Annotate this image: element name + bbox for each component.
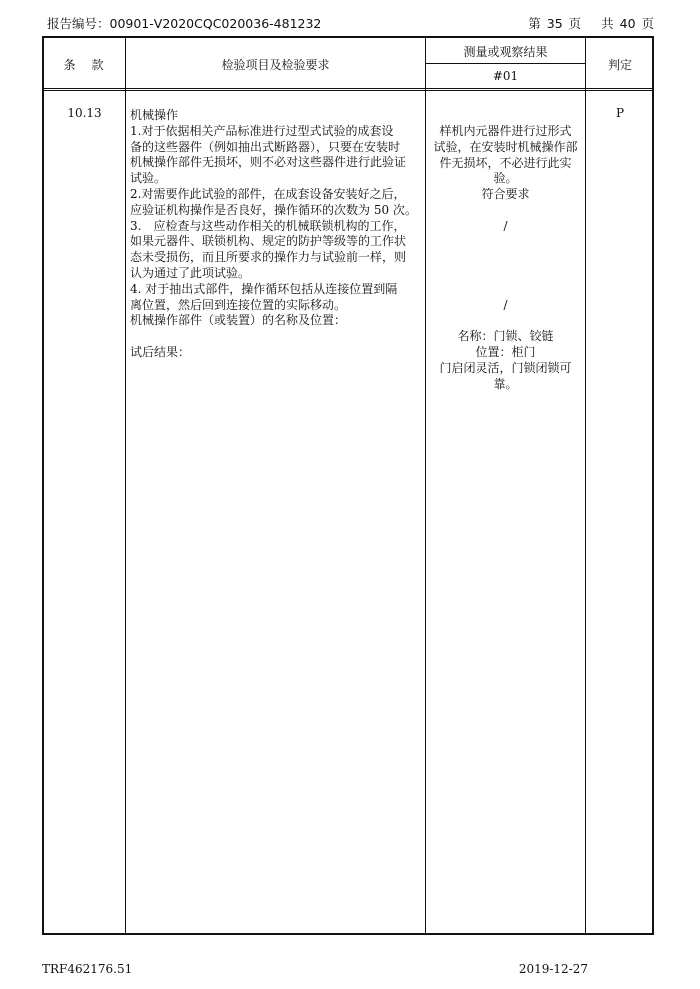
result-line: 名称：门锁、铰链 <box>457 329 554 344</box>
col-divider <box>585 38 586 933</box>
header-divider <box>44 88 652 89</box>
result-line: 验。 <box>493 171 518 186</box>
inspection-table <box>42 36 654 935</box>
verdict-value: P <box>615 106 625 120</box>
result-line <box>426 266 585 282</box>
result-line: 位置：柜门 <box>475 345 536 360</box>
result-line <box>426 282 585 298</box>
requirement-line: 1.对于依据相关产品标准进行过型式试验的成套设 <box>130 123 394 138</box>
report-number: 报告编号：00901-V2020CQC020036-481232 <box>47 16 322 31</box>
requirement-line: 4. 对于抽出式部件，操作循环包括从连接位置到隔 <box>130 281 398 296</box>
result-line: 样机内元器件进行过形式 <box>439 124 572 138</box>
result-line <box>426 250 585 266</box>
col-divider <box>125 38 126 933</box>
requirement-line: 2.对需要作此试验的部件，在成套设备安装好之后， <box>130 186 406 201</box>
col-item-header: 检验项目及检验要求 <box>221 58 330 72</box>
col-clause-header: 条 款 <box>63 58 106 72</box>
requirements-text <box>130 108 424 361</box>
issue-date: 2019-12-27 <box>518 962 588 976</box>
requirement-line: 机械操作部件（或装置）的名称及位置： <box>130 313 347 328</box>
page-indicator <box>526 14 654 32</box>
result-line: 件无损坏，不必进行此实 <box>439 155 572 170</box>
requirement-line: 试验。 <box>130 171 167 186</box>
clause-number: 10.13 <box>67 106 102 120</box>
requirement-line: 机械操作部件无损坏，则不必对这些器件进行此验证 <box>130 155 407 170</box>
result-line: 门启闭灵活，门锁闭锁可 <box>439 360 572 375</box>
page-total: 共 40 页 <box>601 16 654 31</box>
result-line <box>426 235 585 251</box>
requirement-line: 如果元器件、联锁机构、规定的防护等级等的工作状 <box>130 234 407 249</box>
col-verdict-header: 判定 <box>607 58 632 72</box>
header-divider <box>44 90 652 91</box>
requirement-line: 3. 应检查与这些动作相关的机械联锁机构的工作， <box>130 218 406 233</box>
requirement-line <box>130 329 424 345</box>
result-line <box>426 314 585 330</box>
requirement-line: 离位置，然后回到连接位置的实际移动。 <box>130 297 347 312</box>
requirement-line: 应验证机构操作是否良好，操作循环的次数为 50 次。 <box>130 202 417 217</box>
result-line: 试验，在安装时机械操作部 <box>433 139 578 154</box>
requirement-line: 态未受损伤，而且所要求的操作力与试验前一样，则 <box>130 250 407 265</box>
requirement-line: 认为通过了此项试验。 <box>130 265 251 280</box>
result-line: / <box>503 218 508 233</box>
col-result-header: 测量或观察结果 <box>463 45 548 59</box>
page-number: 第 35 页 <box>528 16 582 31</box>
result-line: / <box>503 297 508 312</box>
form-number: TRF462176.51 <box>42 962 133 976</box>
result-line: 符合要求 <box>481 187 530 202</box>
requirement-line: 试后结果： <box>130 344 191 359</box>
result-line <box>426 203 585 219</box>
results-text <box>426 124 585 393</box>
col-sample-header: #01 <box>492 69 519 83</box>
result-line: 靠。 <box>493 376 518 391</box>
requirement-line: 备的这些器件（例如抽出式断路器），只要在安装时 <box>130 139 401 154</box>
row-divider <box>425 63 585 64</box>
requirement-line: 机械操作 <box>130 108 179 122</box>
